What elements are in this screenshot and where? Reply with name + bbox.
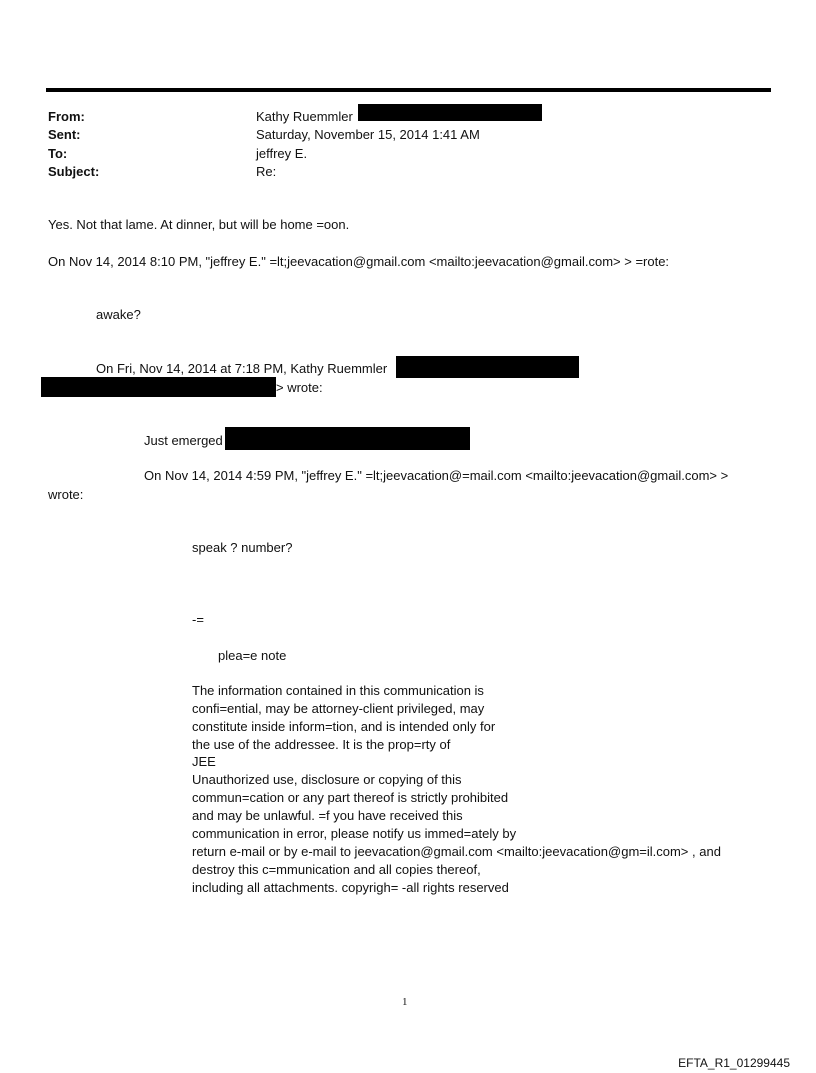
quote2-text: Just emerged <box>144 433 223 448</box>
page-number: 1 <box>402 996 408 1008</box>
redaction-box <box>225 427 470 450</box>
to-value: jeffrey E. <box>256 146 308 161</box>
quote3-header: On Nov 14, 2014 4:59 PM, "jeffrey E." =lt;jeevacation@=mail.com <mailto:jeevacation@gmail.com> > <box>144 468 729 483</box>
reply-text: Yes. Not that lame. At dinner, but will be home =oon. <box>48 217 350 232</box>
quote1-text: awake? <box>96 307 141 322</box>
disclaimer-line: Unauthorized use, disclosure or copying of this <box>192 772 462 787</box>
disclaimer-line: and may be unlawful. =f you have received this <box>192 808 463 823</box>
disclaimer-line: destroy this c=mmunication and all copies thereof, <box>192 862 481 877</box>
header-rule <box>46 88 771 92</box>
disclaimer-line: confi=ential, may be attorney-client privileged, may <box>192 701 485 716</box>
redaction-box <box>41 377 276 397</box>
disclaimer-line: The information contained in this communication is <box>192 683 484 698</box>
sent-label: Sent: <box>48 127 81 142</box>
subject-label: Subject: <box>48 164 100 179</box>
to-label: To: <box>48 146 68 161</box>
signature-mark: -= <box>192 612 204 627</box>
quote2-header-end: > wrote: <box>276 380 323 395</box>
from-value: Kathy Ruemmler <box>256 109 353 124</box>
disclaimer-line: return e-mail or by e-mail to jeevacation@gmail.com <mailto:jeevacation@gm=il.com> , and <box>192 844 721 859</box>
disclaimer-line: including all attachments. copyrigh= -all rights reserved <box>192 880 509 895</box>
disclaimer-line: constitute inside inform=tion, and is intended only for <box>192 719 496 734</box>
redaction-box <box>358 104 542 121</box>
quote3-header-end: wrote: <box>48 487 84 502</box>
quote1-header: On Nov 14, 2014 8:10 PM, "jeffrey E." =lt;jeevacation@gmail.com <mailto:jeevacation@gmail.com> > =rote: <box>48 254 670 269</box>
quote3-text: speak ? number? <box>192 540 293 555</box>
quote2-header: On Fri, Nov 14, 2014 at 7:18 PM, Kathy Ruemmler <box>96 361 388 376</box>
subject-value: Re: <box>256 164 277 179</box>
please-note: plea=e note <box>218 648 287 663</box>
disclaimer-line: communication in error, please notify us immed=ately by <box>192 826 517 841</box>
from-label: From: <box>48 109 85 124</box>
redaction-box <box>396 356 579 378</box>
disclaimer-line: the use of the addressee. It is the prop=rty of <box>192 737 451 752</box>
disclaimer-line: commun=cation or any part thereof is strictly prohibited <box>192 790 509 805</box>
sent-value: Saturday, November 15, 2014 1:41 AM <box>256 127 480 142</box>
disclaimer-line: JEE <box>192 754 216 769</box>
document-id: EFTA_R1_01299445 <box>678 1056 790 1070</box>
